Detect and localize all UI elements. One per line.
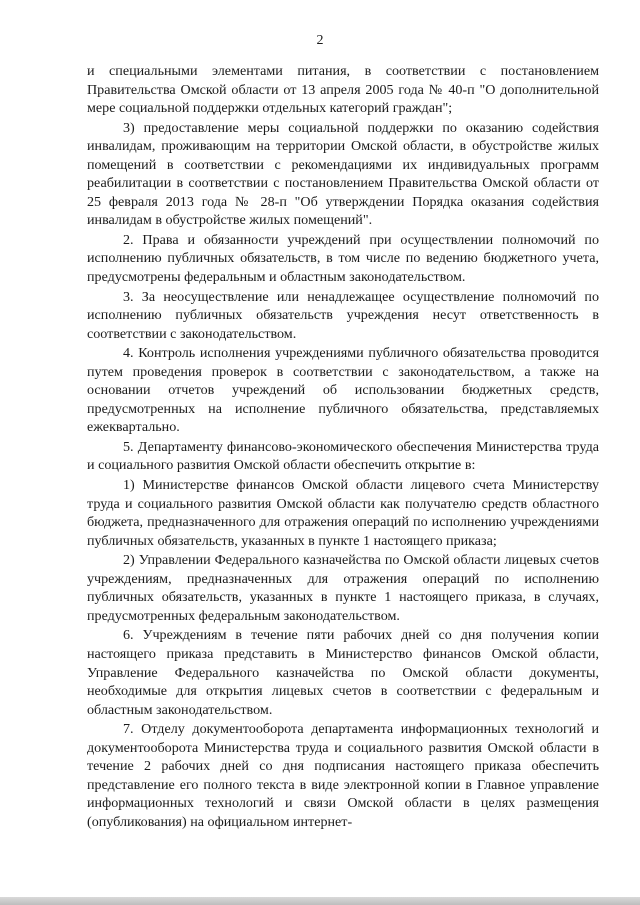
paragraph-clause-2: 2. Права и обязанности учреждений при осуществлении полномочий по исполнению публичных обязательств, в том числе по ведению бюджетного учета, предусмотрены федеральным и областным законодательством. — [87, 231, 599, 286]
page-number: 2 — [316, 33, 324, 48]
paragraph-clause-3: 3. За неосуществление или ненадлежащее осуществление полномочий по исполнению публичных обязательств учреждения несут ответственность в соответствии с законодательством. — [87, 288, 599, 342]
document-body — [87, 62, 599, 832]
paragraph-clause-5-item-2: 2) Управлении Федерального казначейства по Омской области лицевых счетов учреждениям, предназначенных для отражения операций по исполнению публичных обязательств, указанных в пункте 1 настоящего приказа, в случаях, предусмотренных федеральным законодательством. — [87, 552, 599, 624]
paragraph-clause-6: 6. Учреждениям в течение пяти рабочих дней со дня получения копии настоящего приказа представить в Министерство финансов Омской области, Управление Федерального казначейства по Омской области документы, необходимые для открытия лицевых счетов в соответствии с федеральным и областным законодательством. — [87, 627, 599, 718]
scan-bottom-edge — [0, 897, 640, 905]
paragraph-clause-5: 5. Департаменту финансово-экономического обеспечения Министерства труда и социального развития Омской области обеспечить открытие в: — [87, 438, 599, 474]
paragraph-continuation: и специальными элементами питания, в соответствии с постановлением Правительства Омской области от 13 апреля 2005 года № 40-п "О дополнительной мере социальной поддержки отдельных категорий граждан"; — [87, 63, 599, 117]
paragraph-item-3: 3) предоставление меры социальной поддержки по оказанию содействия инвалидам, проживающим на территории Омской области, в обустройстве жилых помещений в соответствии с рекомендациями их индивидуальных программ реабилитации в соответствии с постановлением Правительства Омской области от 25 февраля 2013 года № 28-п "Об утверждении Порядка оказания содействия инвалидам в обустройстве жилых помещений". — [87, 119, 599, 229]
paragraph-clause-7: 7. Отделу документооборота департамента информационных технологий и документооборота Министерства труда и социального развития Омской области в течение 2 рабочих дней со дня подписания настоящего приказа обеспечить представление его полного текста в виде электронной копии в Главное управление информационных технологий и связи Омской области в целях размещения (опубликования) на официальном интернет- — [87, 721, 599, 830]
paragraph-clause-5-item-1: 1) Министерстве финансов Омской области лицевого счета Министерству труда и социального развития Омской области как получателю средств областного бюджета, предназначенного для отражения операций по исполнению учреждениями публичных обязательств, указанных в пункте 1 настоящего приказа; — [87, 477, 599, 549]
paragraph-clause-4: 4. Контроль исполнения учреждениями публичного обязательства проводится путем проведения проверок в соответствии с законодательством, а также на основании отчетов учреждений об использовании бюджетных средств, предусмотренных на исполнение публичного обязательства, представляемых ежеквартально. — [87, 345, 599, 436]
